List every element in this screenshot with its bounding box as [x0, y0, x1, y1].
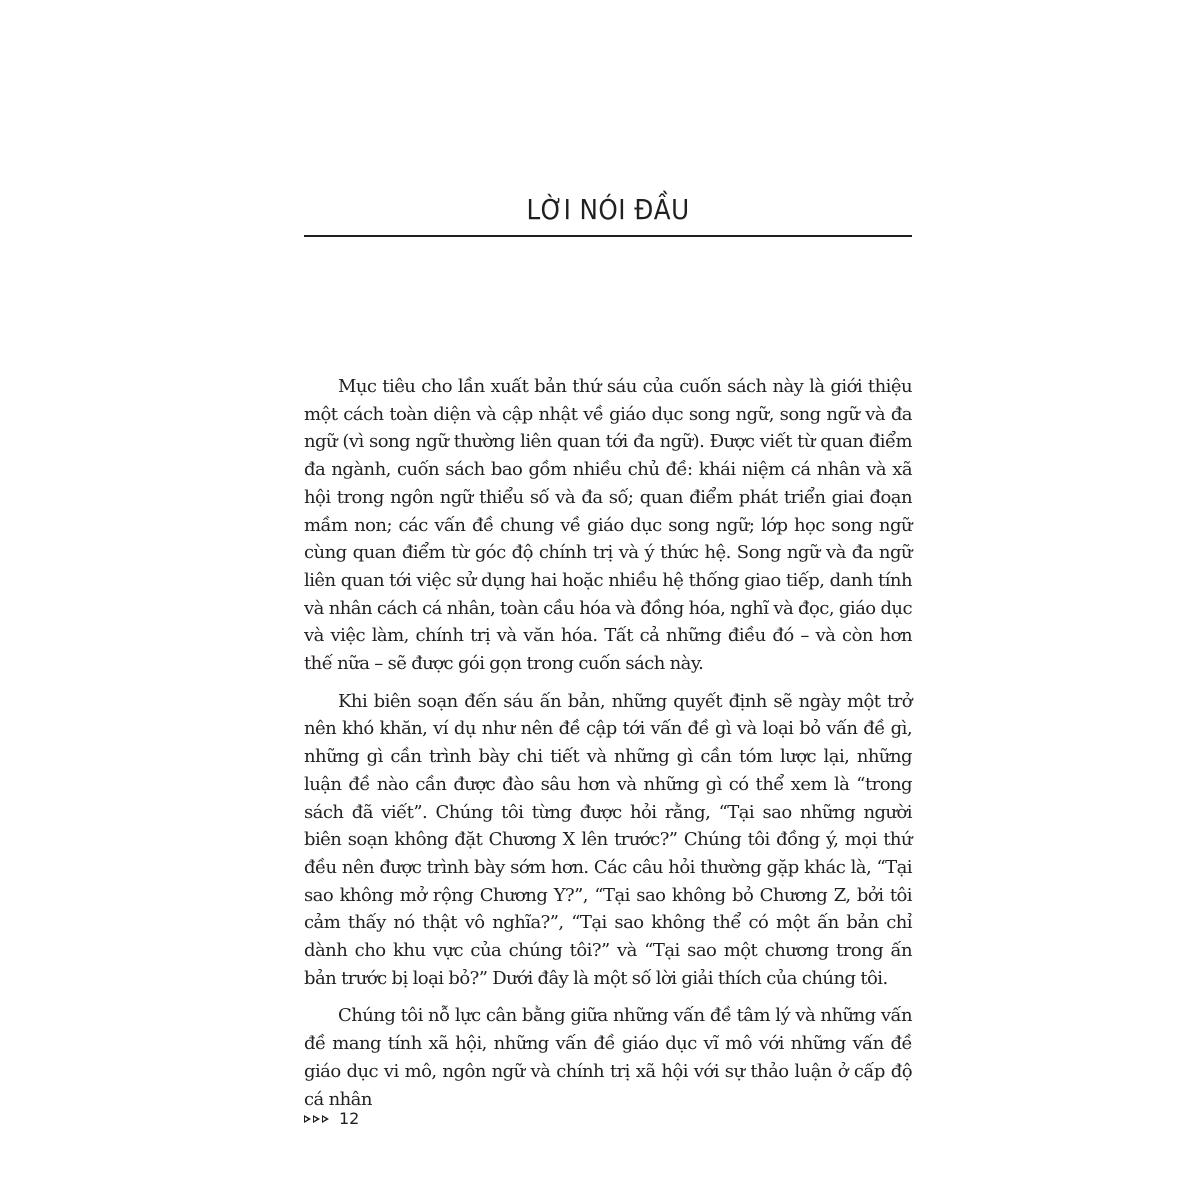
chapter-title: LỜI NÓI ĐẦU: [526, 193, 690, 226]
paragraph-2: Khi biên soạn đến sáu ấn bản, những quyết định sẽ ngày một trở nên khó khăn, ví dụ như nên đề cập tới vấn đề gì và loại bỏ vấn đề gì, những gì cần trình bày chi tiết và những gì cần tóm lược lại, những luận đề nào cần được đào sâu hơn và những gì có thể xem là “trong sách đã viết”. Chúng tôi từng được hỏi rằng, “Tại sao những người biên soạn không đặt Chương X lên trước?” Chúng tôi đồng ý, mọi thứ đều nên được trình bày sớm hơn. Các câu hỏi thường gặp khác là, “Tại sao không mở rộng Chương Y?”, “Tại sao không bỏ Chương Z, bởi tôi cảm thấy nó thật vô nghĩa?”, “Tại sao không thể có một ấn bản chỉ dành cho khu vực của chúng tôi?” và “Tại sao một chương trong ấn bản trước bị loại bỏ?” Dưới đây là một số lời giải thích của chúng tôi.: [304, 690, 912, 989]
page-footer: [304, 1108, 359, 1130]
title-underline: [304, 235, 912, 237]
triple-arrow-icon: [304, 1115, 331, 1123]
paragraph-1: Mục tiêu cho lần xuất bản thứ sáu của cuốn sách này là giới thiệu một cách toàn diện và cập nhật về giáo dục song ngữ, song ngữ và đa ngữ (vì song ngữ thường liên quan tới đa ngữ). Được viết từ quan điểm đa ngành, cuốn sách bao gồm nhiều chủ đề: khái niệm cá nhân và xã hội trong ngôn ngữ thiểu số và đa số; quan điểm phát triển giai đoạn mầm non; các vấn đề chung về giáo dục song ngữ; lớp học song ngữ cùng quan điểm từ góc độ chính trị và ý thức hệ. Song ngữ và đa ngữ liên quan tới việc sử dụng hai hoặc nhiều hệ thống giao tiếp, danh tính và nhân cách cá nhân, toàn cầu hóa và đồng hóa, nghĩ và đọc, giáo dục và việc làm, chính trị và văn hóa. Tất cả những điều đó – và còn hơn thế nữa – sẽ được gói gọn trong cuốn sách này.: [304, 376, 912, 675]
body-text: [304, 373, 912, 1123]
paragraph-3: Chúng tôi nỗ lực cân bằng giữa những vấn đề tâm lý và những vấn đề mang tính xã hội, những vấn đề giáo dục vĩ mô với những vấn đề giáo dục vi mô, ngôn ngữ và chính trị xã hội với sự thảo luận ở cấp độ cá nhân: [304, 1005, 912, 1110]
page-number: 12: [339, 1109, 360, 1128]
